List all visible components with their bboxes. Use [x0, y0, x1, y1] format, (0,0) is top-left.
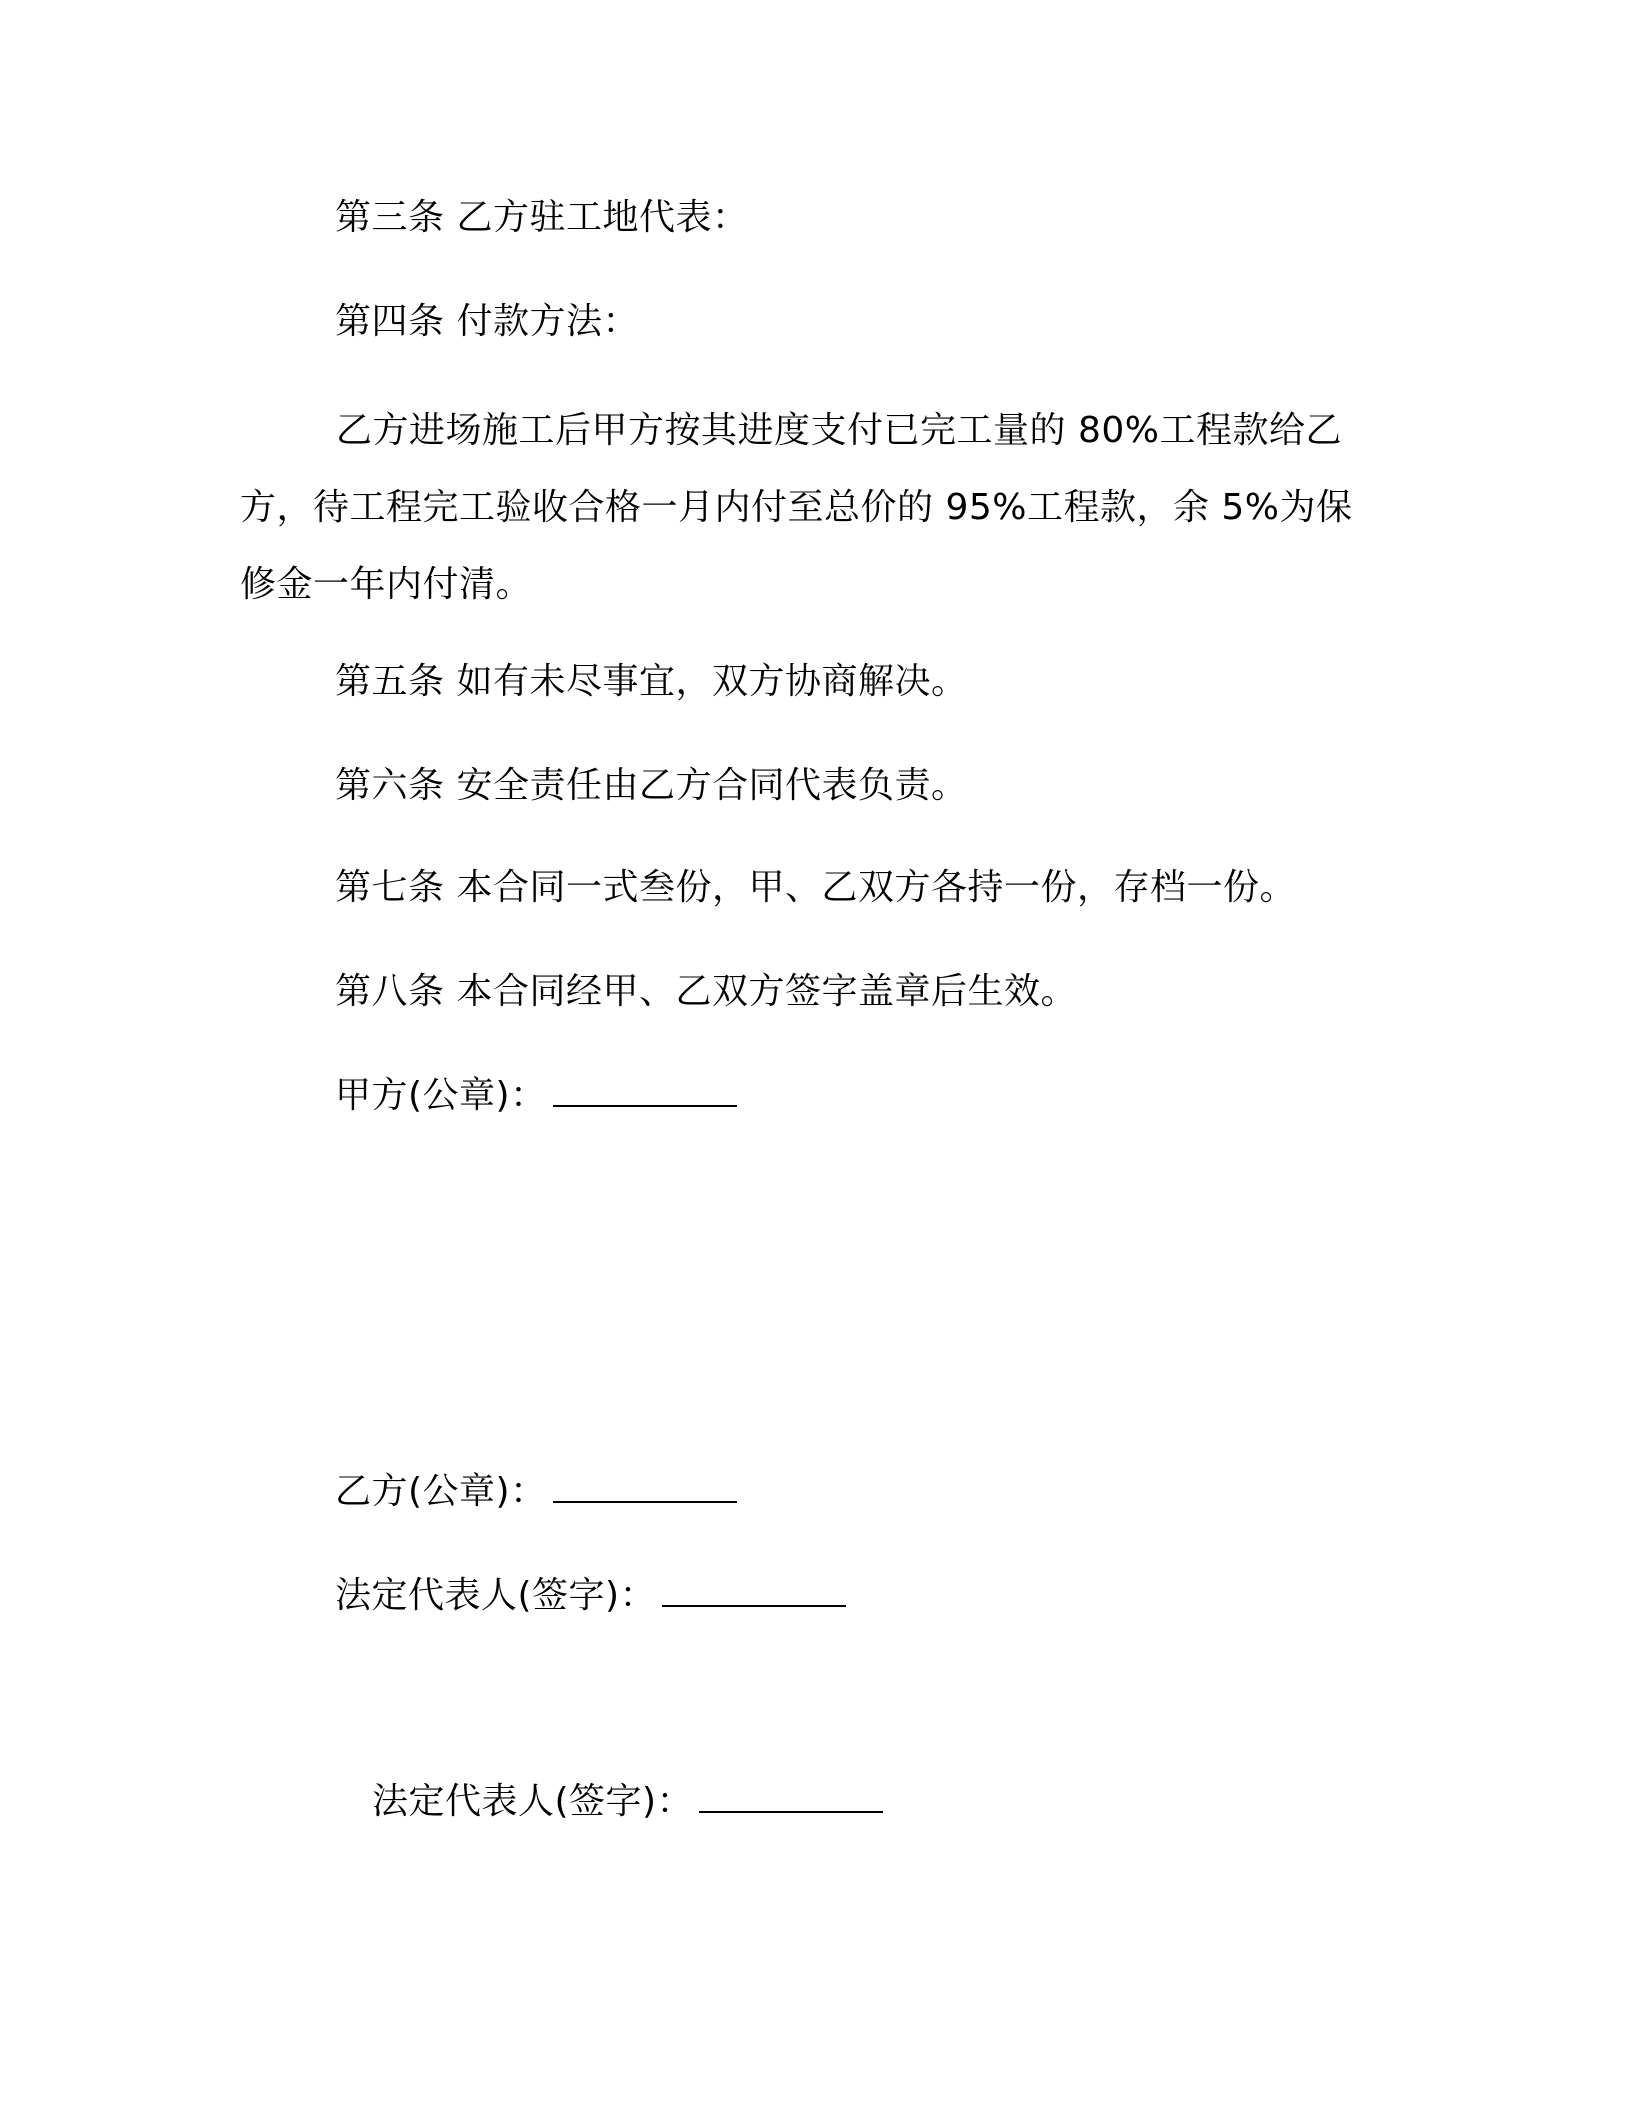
- article-6-text: 第六条 安全责任由乙方合同代表负责。: [335, 765, 968, 806]
- legal-rep-label-1: 法定代表人(签字)：: [335, 1575, 657, 1616]
- article-8-text: 第八条 本合同经甲、乙双方签字盖章后生效。: [335, 971, 1077, 1012]
- party-b-signature-line: [335, 1468, 737, 1516]
- party-b-seal-label: 乙方(公章)：: [335, 1471, 547, 1512]
- legal-rep-label-2: 法定代表人(签字)：: [372, 1781, 694, 1822]
- article-8: [335, 968, 1077, 1016]
- legal-rep-blank-1[interactable]: [662, 1575, 846, 1607]
- article-4-text: 第四条 付款方法：: [335, 301, 639, 342]
- article-6: [335, 762, 967, 810]
- article-3-text: 第三条 乙方驻工地代表：: [335, 197, 749, 238]
- party-b-seal-blank[interactable]: [553, 1471, 737, 1503]
- party-a-seal-blank[interactable]: [553, 1075, 737, 1107]
- article-5-text: 第五条 如有未尽事宜，双方协商解决。: [335, 661, 968, 702]
- legal-rep-signature-line-1: [335, 1572, 846, 1620]
- legal-rep-signature-line-2: [372, 1778, 883, 1826]
- payment-paragraph: 乙方进场施工后甲方按其进度支付已完工量的 80%工程款给乙方，待工程完工验收合格一月内付至总价的 95%工程款，余 5%为保修金一年内付清。: [240, 410, 1353, 605]
- article-4: [335, 298, 639, 346]
- article-5: [335, 658, 967, 706]
- article-7-text: 第七条 本合同一式叁份，甲、乙双方各持一份，存档一份。: [335, 867, 1296, 908]
- party-a-signature-line: [335, 1072, 737, 1120]
- legal-rep-blank-2[interactable]: [699, 1781, 883, 1813]
- article-7: [335, 864, 1296, 912]
- article-3: [335, 194, 748, 242]
- party-a-seal-label: 甲方(公章)：: [335, 1075, 547, 1116]
